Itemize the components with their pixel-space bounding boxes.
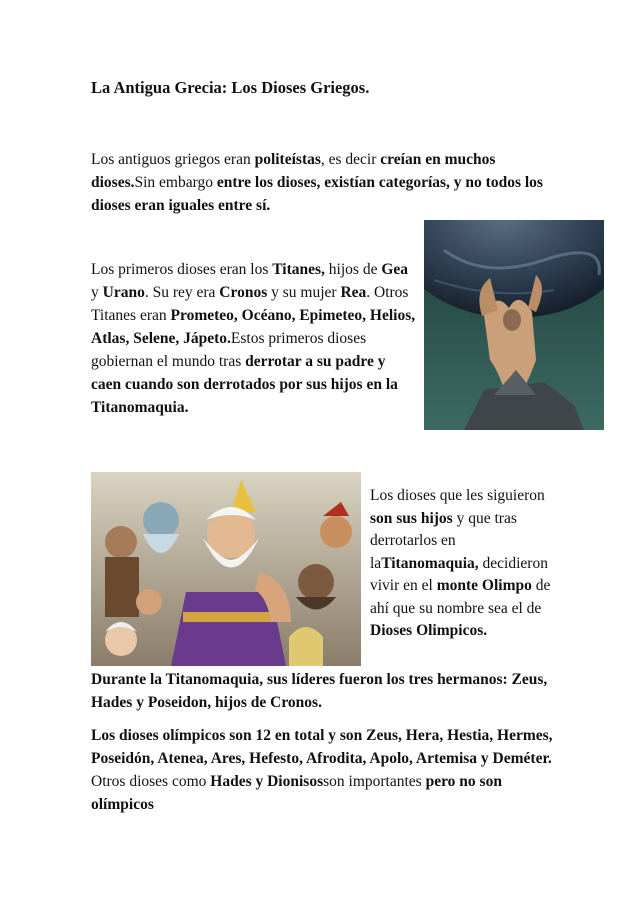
paragraph-olympians-origin: Los dioses que les siguieron son sus hijos y que tras derrotarlos en laTitanomaquia, decidieron vivir en el monte Olimpo de ahí que su nombre sea el de Dioses Olimpicos.: [370, 487, 551, 639]
paragraph-titanomachy-leaders: Durante la Titanomaquia, sus líderes fueron los tres hermanos: Zeus, Hades y Poseidon, hijos de Cronos.: [91, 671, 548, 711]
paragraph-titans: Los primeros dioses eran los Titanes, hijos de Gea y Urano. Su rey era Cronos y su mujer Rea. Otros Titanes eran Prometeo, Océano, Epimeteo, Helios, Atlas, Selene, Jápeto.Estos primeros dioses gobiernan el mundo tras derrotar a su padre y caen cuando son derrotados por sus hijos en la Titanomaquia.: [91, 261, 416, 416]
olympian-gods-illustration: [91, 472, 361, 666]
paragraph-polytheism: Los antiguos griegos eran politeístas, es decir creían en muchos dioses.Sin embargo entre los dioses, existían categorías, y no todos los dioses eran iguales entre sí.: [91, 151, 543, 214]
atlas-titan-illustration: [424, 220, 604, 430]
page-title: La Antigua Grecia: Los Dioses Griegos.: [91, 78, 370, 97]
paragraph-twelve-olympians: Los dioses olímpicos son 12 en total y son Zeus, Hera, Hestia, Hermes, Poseidón, Atenea, Ares, Hefesto, Afrodita, Apolo, Artemisa y Deméter. Otros dioses como Hades y Dionisosson importantes pero no son olímpicos: [91, 727, 553, 813]
